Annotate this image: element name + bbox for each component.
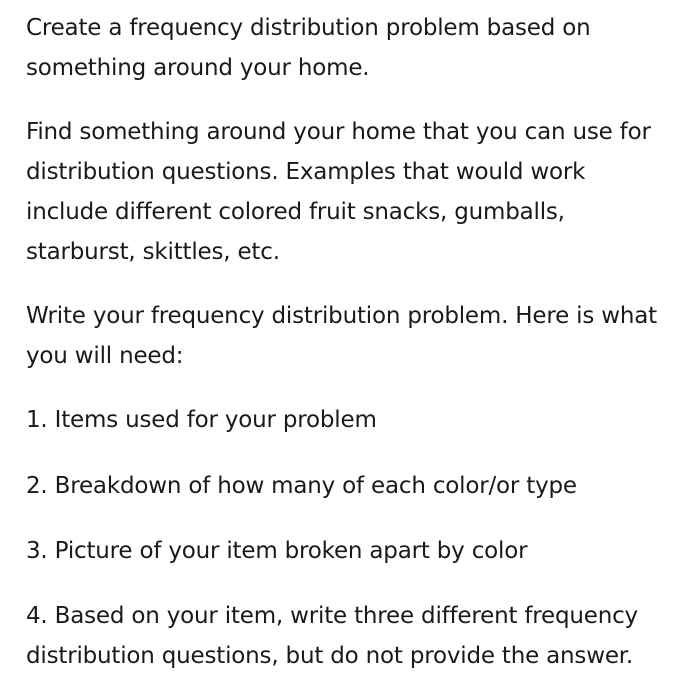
find-line-3: include different colored fruit snacks, gumballs, [26,199,565,225]
list-item-2: 2. Breakdown of how many of each color/or type [26,473,577,499]
write-line-1: Write your frequency distribution problem. Here is what [26,303,657,329]
write-line-2: you will need: [26,343,184,369]
list-item-4-line-1: 4. Based on your item, write three different frequency [26,603,638,629]
list-item-3: 3. Picture of your item broken apart by color [26,538,528,564]
find-line-1: Find something around your home that you can use for [26,119,651,145]
find-line-2: distribution questions. Examples that would work [26,159,586,185]
intro-line-1: Create a frequency distribution problem based on [26,15,591,41]
list-item-4-line-2: distribution questions, but do not provide the answer. [26,643,634,669]
intro-line-2: something around your home. [26,55,370,81]
list-item-1: 1. Items used for your problem [26,407,377,433]
find-line-4: starburst, skittles, etc. [26,239,280,265]
